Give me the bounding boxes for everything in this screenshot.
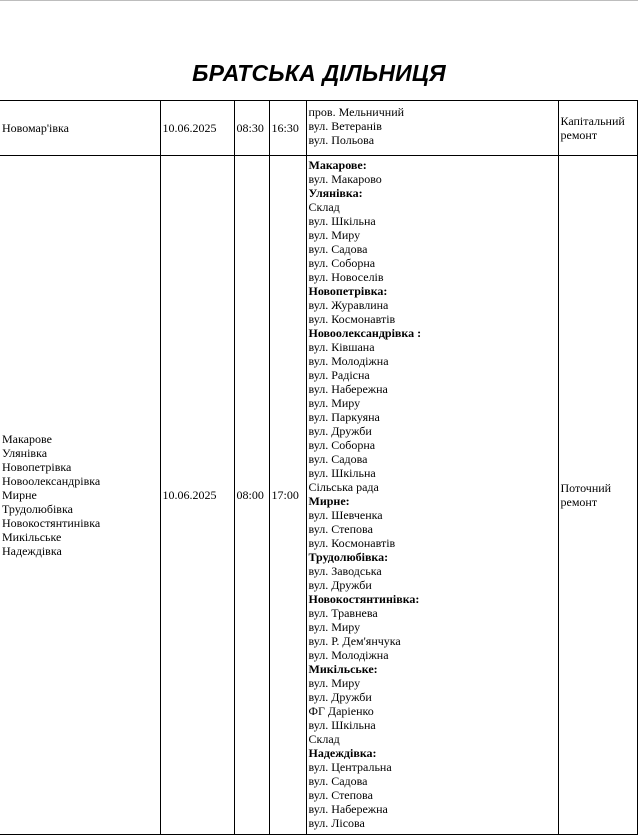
street-line: вул. Космонавтів (308, 536, 396, 550)
street-line: вул. Дружби (308, 578, 372, 592)
address-cell (306, 101, 558, 156)
settlement-heading: Улянівка: (308, 186, 363, 200)
street-line: вул. Соборна (308, 256, 376, 270)
work-type-line: ремонт (560, 128, 598, 142)
settlement-heading: Новокостянтинівка: (308, 592, 420, 606)
street-line: вул. Лісова (308, 816, 365, 830)
street-line: вул. Миру (308, 228, 361, 242)
start-time-cell: 08:30 (234, 101, 269, 156)
work-type-cell (558, 101, 638, 156)
settlement-name: Мирне (2, 488, 37, 502)
settlements-cell (0, 156, 160, 835)
street-line: вул. Шкільна (308, 214, 376, 228)
settlement-name: Новомар'івка (2, 121, 69, 135)
page-title: БРАТСЬКА ДІЛЬНИЦЯ (192, 60, 446, 86)
settlements-cell (0, 101, 160, 156)
date-cell: 10.06.2025 (160, 101, 234, 156)
settlement-name: Макарове (2, 432, 52, 446)
street-line: вул. Польова (308, 133, 375, 147)
street-line: вул. Садова (308, 452, 368, 466)
street-line: вул. Макарово (308, 172, 382, 186)
work-type-line: Капітальний (560, 114, 625, 128)
street-line: вул. Степова (308, 788, 373, 802)
street-line: вул. Миру (308, 396, 361, 410)
settlement-heading: Надеждівка: (308, 746, 377, 760)
street-line: вул. Ківшана (308, 340, 375, 354)
street-line: вул. Новоселів (308, 270, 384, 284)
street-line: вул. Р. Дем'янчука (308, 634, 401, 648)
street-line: Склад (308, 200, 340, 214)
street-line: вул. Заводська (308, 564, 382, 578)
settlement-name: Надеждівка (2, 544, 62, 558)
street-line: вул. Травнева (308, 606, 378, 620)
street-line: вул. Шевченка (308, 508, 383, 522)
settlement-name: Новоолександрівка (2, 474, 101, 488)
work-type-line: Поточний (560, 481, 612, 495)
street-line: вул. Радісна (308, 368, 370, 382)
end-time-cell: 16:30 (269, 101, 306, 156)
street-line: вул. Центральна (308, 760, 392, 774)
street-line: вул. Шкільна (308, 718, 376, 732)
street-line: Склад (308, 732, 340, 746)
start-time-cell: 08:00 (234, 156, 269, 835)
street-line: вул. Молодіжна (308, 648, 389, 662)
settlement-name: Трудолюбівка (2, 502, 73, 516)
table-row (0, 101, 638, 156)
end-time-cell: 17:00 (269, 156, 306, 835)
street-line: вул. Набережна (308, 802, 388, 816)
settlement-heading: Микільське: (308, 662, 378, 676)
street-line: вул. Журавлина (308, 298, 389, 312)
settlement-heading: Трудолюбівка: (308, 550, 389, 564)
settlement-name: Новопетрівка (2, 460, 72, 474)
settlement-name: Микільське (2, 530, 62, 544)
street-line: вул. Шкільна (308, 466, 376, 480)
work-type-line: ремонт (560, 495, 598, 509)
street-line: вул. Набережна (308, 382, 388, 396)
settlement-name: Новокостянтинівка (2, 516, 101, 530)
top-rule (0, 0, 638, 1)
street-line: вул. Миру (308, 676, 361, 690)
date-cell: 10.06.2025 (160, 156, 234, 835)
street-line: вул. Дружби (308, 424, 372, 438)
street-line: вул. Миру (308, 620, 361, 634)
street-line: вул. Ветеранів (308, 119, 382, 133)
settlement-heading: Мирне: (308, 494, 350, 508)
settlement-heading: Новопетрівка: (308, 284, 388, 298)
street-line: Сільська рада (308, 480, 379, 494)
table-row (0, 156, 638, 835)
work-type-cell (558, 156, 638, 835)
street-line: ФГ Даріенко (308, 704, 374, 718)
street-line: вул. Паркуяна (308, 410, 380, 424)
street-line: вул. Молодіжна (308, 354, 389, 368)
street-line: вул. Космонавтів (308, 312, 396, 326)
settlement-heading: Новоолександрівка : (308, 326, 422, 340)
settlement-name: Улянівка (2, 446, 48, 460)
street-line: пров. Мельничний (308, 105, 405, 119)
settlement-heading: Макарове: (308, 158, 367, 172)
outage-schedule-table (0, 100, 638, 835)
street-line: вул. Дружби (308, 690, 372, 704)
street-line: вул. Степова (308, 522, 373, 536)
address-cell (306, 156, 558, 835)
street-line: вул. Садова (308, 774, 368, 788)
street-line: вул. Садова (308, 242, 368, 256)
street-line: вул. Соборна (308, 438, 376, 452)
